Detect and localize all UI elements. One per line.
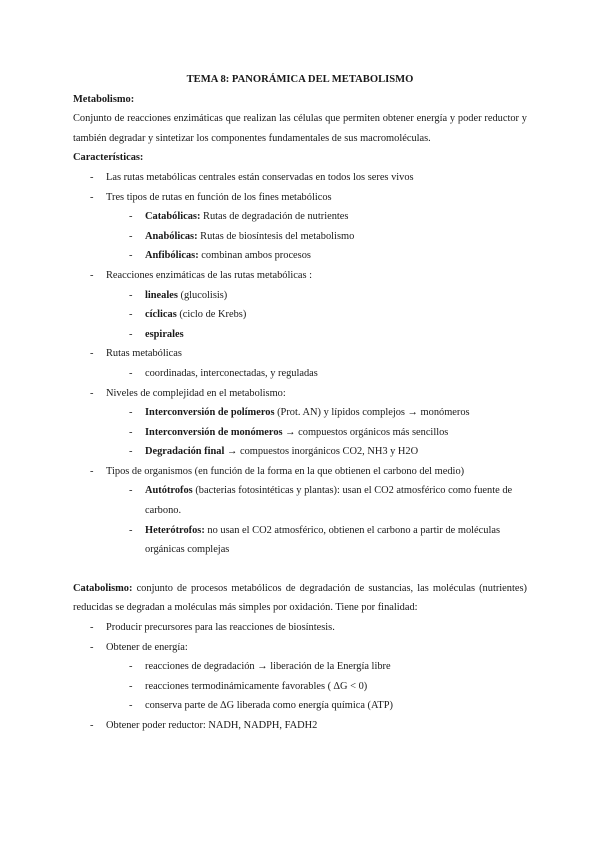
catabolismo-list	[73, 618, 527, 736]
sub-list-item: - coordinadas, interconectadas, y reguladas	[129, 367, 318, 379]
paragraph-spacer	[73, 560, 527, 579]
catabolismo-heading: Catabolismo:	[73, 582, 133, 594]
sub-list-item: - Anfibólicas: combinan ambos procesos	[129, 250, 311, 262]
catabolismo-definition: conjunto de procesos metabólicos de degradación de sustancias, las moléculas (nutrientes) reducidas se degradan a moléculas más simples por oxidación. Tiene por finalidad:	[73, 582, 527, 614]
sub-list-item: - Catabólicas: Rutas de degradación de nutrientes	[129, 211, 349, 223]
sub-list-item: - Interconversión de monómeros → compuestos orgánicos más sencillos	[129, 426, 449, 438]
list-item: - Obtener de energía:	[90, 641, 188, 653]
bullet-dash: -	[90, 191, 94, 203]
sub-list-item: - conserva parte de ∆G liberada como energía química (ATP)	[129, 700, 393, 712]
sub-list-item: - Autótrofos (bacterias fotosintéticas y plantas): usan el CO2 atmosférico como fuente de carbono.	[129, 485, 513, 517]
sub-list-item: - Interconversión de polímeros (Prot. AN) y lípidos complejos → monómeros	[129, 407, 470, 419]
document-page	[73, 70, 527, 736]
sub-list-item: - Degradación final → compuestos inorgánicos CO2, NH3 y H2O	[129, 446, 419, 458]
list-item: - Tres tipos de rutas en función de los fines metabólicos	[73, 188, 527, 208]
list-item: - Obtener poder reductor: NADH, NADPH, FADH2	[90, 720, 318, 731]
list-item: - Rutas metabólicas	[90, 348, 182, 360]
sub-list-item: - Heterótrofos: no usan el CO2 atmosférico, obtienen el carbono a partir de moléculas orgánicas complejas	[129, 524, 500, 556]
sub-list-item: - lineales (glucolisis)	[129, 289, 228, 301]
sub-list-item: - cíclicas (ciclo de Krebs)	[129, 309, 247, 321]
bullet-dash: -	[90, 171, 94, 183]
sub-list-item: - Anabólicas: Rutas de biosíntesis del metabolismo	[129, 230, 355, 242]
list-item: - Niveles de complejidad en el metabolismo:	[90, 387, 286, 399]
document-title: TEMA 8: PANORÁMICA DEL METABOLISMO	[186, 74, 414, 85]
list-item: - Las rutas metabólicas centrales están conservadas en todos los seres vivos	[73, 168, 527, 188]
metabolismo-heading: Metabolismo:	[73, 93, 135, 105]
caracteristicas-heading: Características:	[73, 152, 144, 164]
metabolismo-definition: Conjunto de reacciones enzimáticas que realizan las células que permiten obtener energía y poder reductor y también degradar y sintetizar los componentes fundamentales de sus macromoléculas.	[73, 113, 527, 144]
sub-list-item: - reacciones de degradación → liberación de la Energía libre	[129, 661, 391, 673]
caracteristicas-list	[73, 168, 527, 560]
sub-list-item: - espirales	[129, 328, 184, 340]
list-item: - Tipos de organismos (en función de la forma en la que obtienen el carbono del medio)	[90, 465, 465, 477]
catabolismo-paragraph	[73, 579, 527, 618]
list-item: - Producir precursores para las reacciones de biosíntesis.	[90, 622, 335, 634]
sub-list-item: - reacciones termodinámicamente favorables ( ∆G < 0)	[129, 680, 368, 692]
list-item: - Reacciones enzimáticas de las rutas metabólicas :	[90, 269, 312, 281]
